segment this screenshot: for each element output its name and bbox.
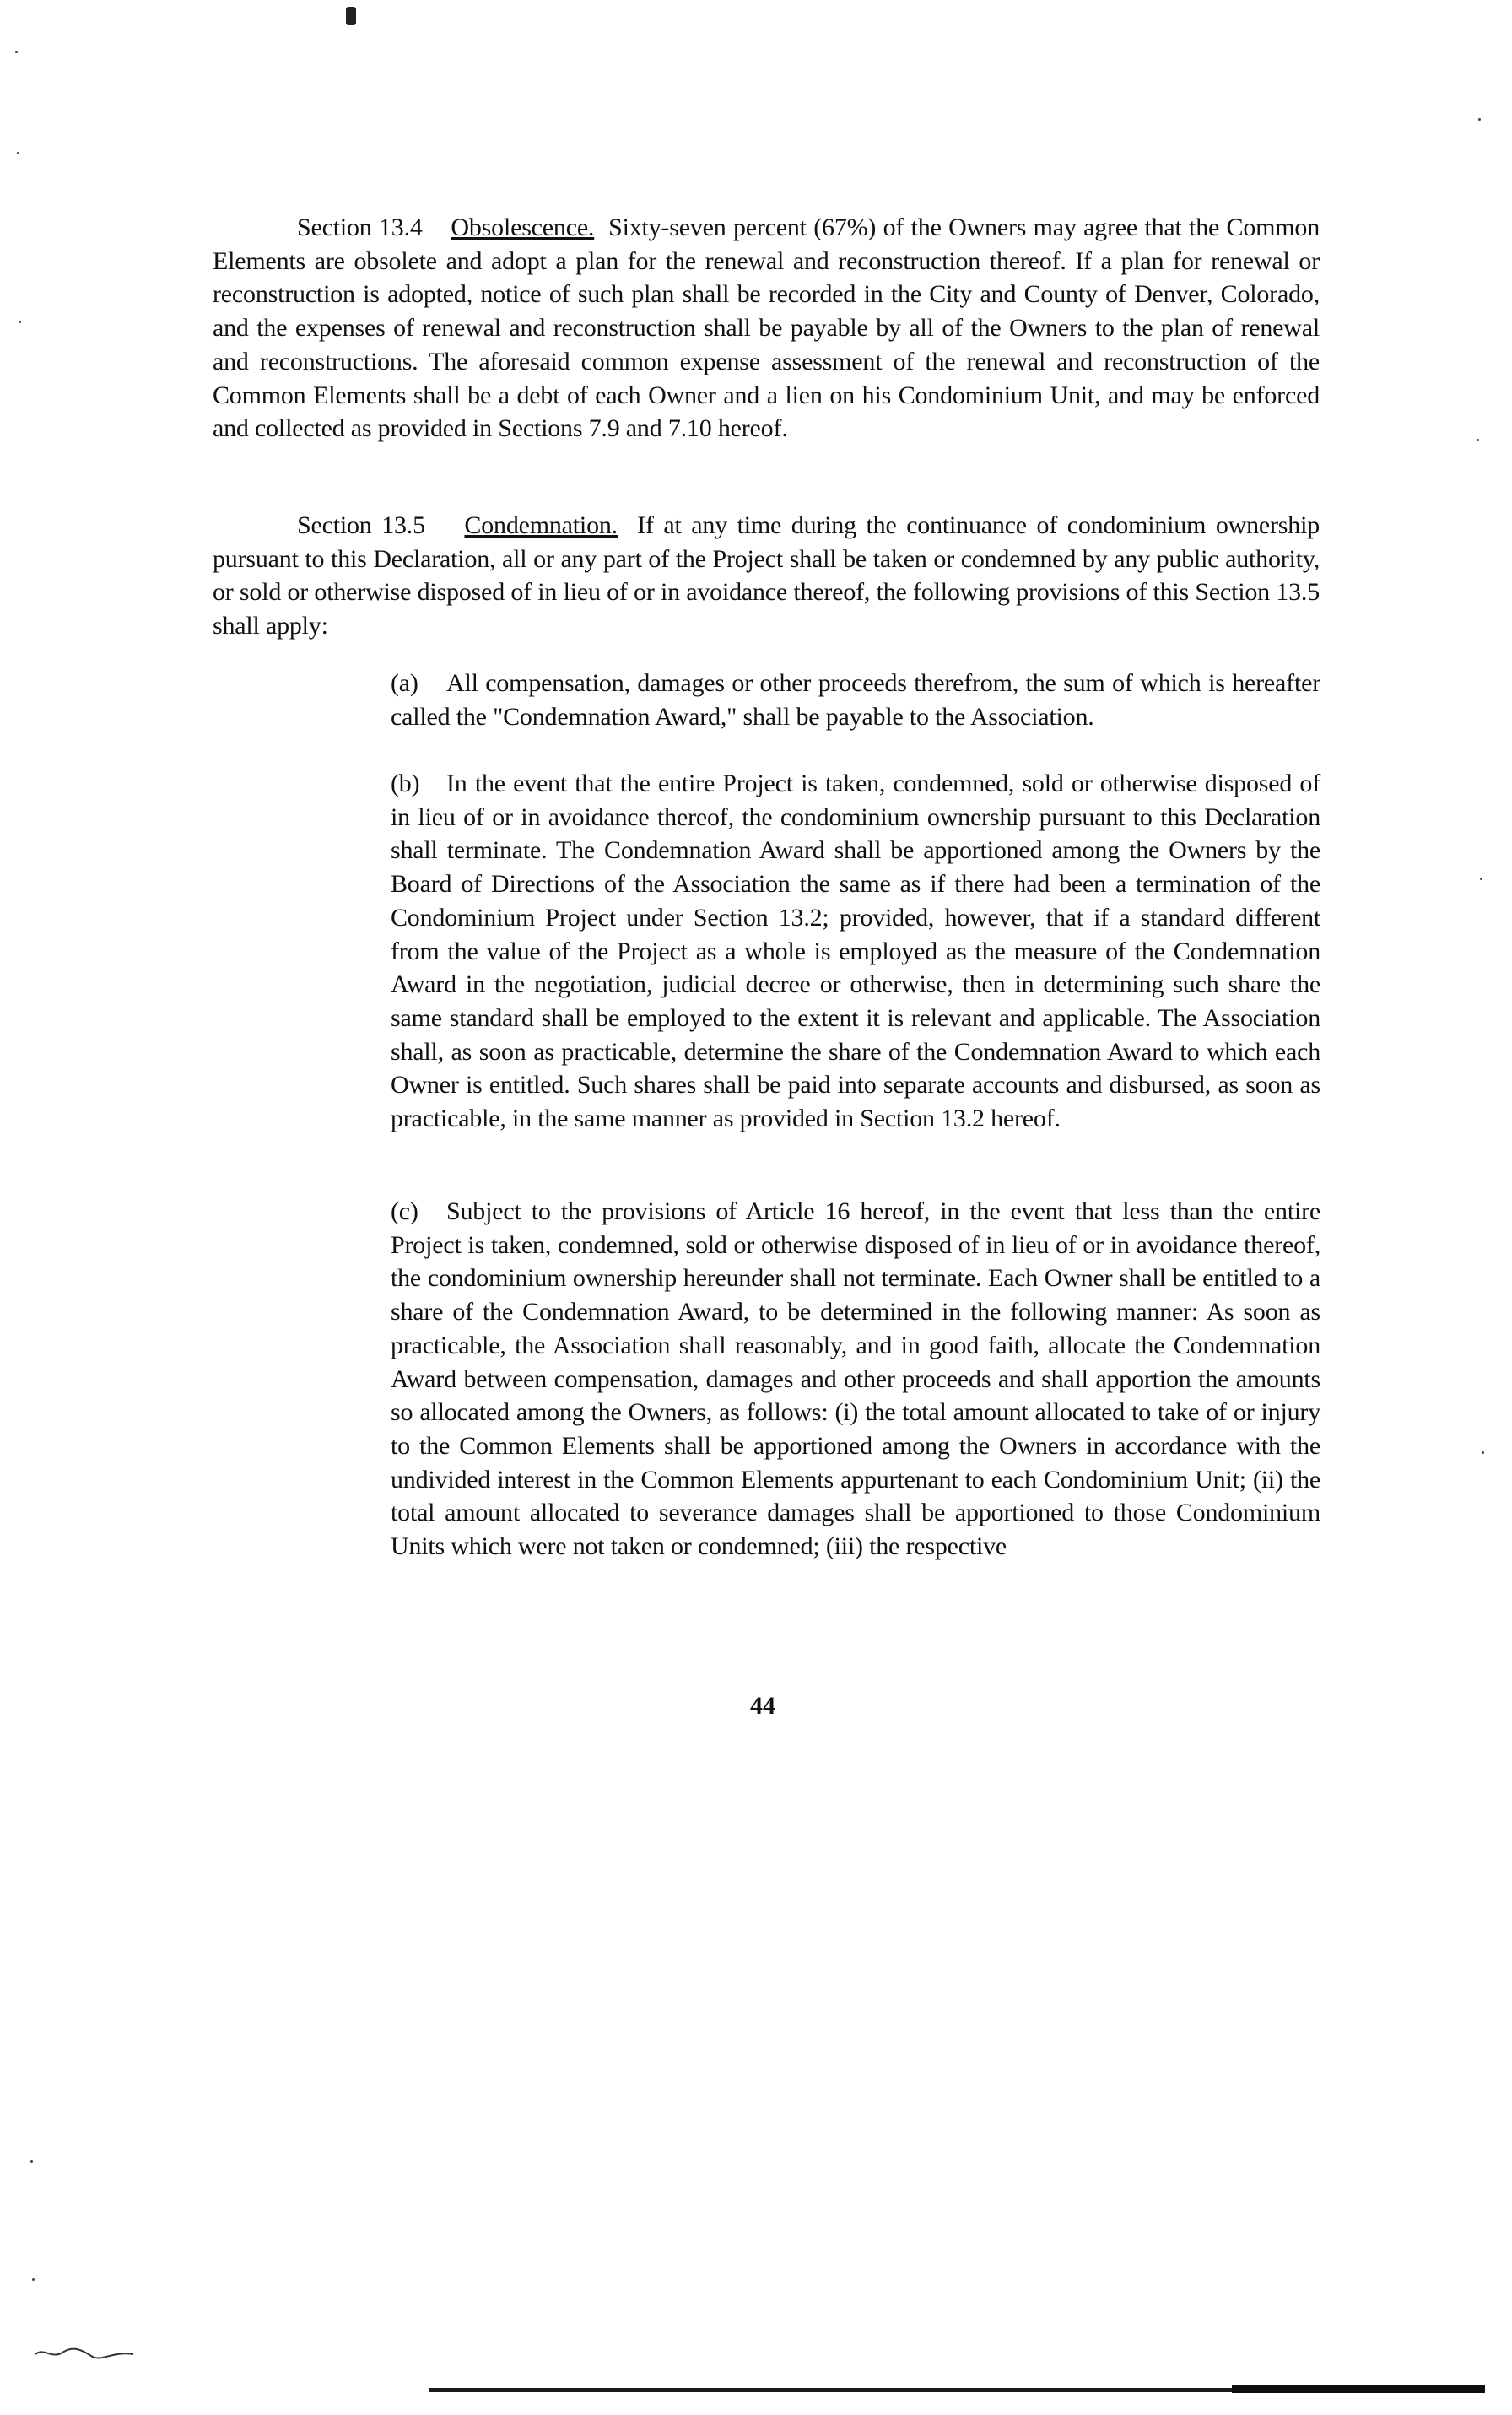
list-item-b	[391, 767, 1320, 1136]
section-13-5-number: Section 13.5	[297, 511, 425, 539]
scan-dot	[15, 51, 18, 53]
scan-artifact-top	[346, 7, 356, 25]
scan-dot	[32, 2278, 35, 2281]
scan-dot	[1478, 118, 1481, 121]
list-item-text: Subject to the provisions of Article 16 hereof, in the event that less than the entire Project is taken, condemned, sold or otherwise disposed of in lieu of or in avoidance thereof, the condominium ownership hereunder shall not terminate. Each Owner shall be entitled to a share of the Condemnation Award, to be determined in the following manner: As soon as practicable, the Association shall reasonably, and in good faith, allocate the Condemnation Award between compensation, damages and other proceeds and shall apportion the amounts so allocated among the Owners, as follows: (i) the total amount allocated to take of or injury to the Common Elements shall be apportioned among the Owners in accordance with the undivided interest in the Common Elements appurtenant to each Condominium Unit; (ii) the total amount allocated to severance damages shall be apportioned to those Condominium Units which were not taken or condemned; (iii) the respective	[391, 1197, 1320, 1561]
section-13-4-number: Section 13.4	[297, 213, 423, 241]
scan-dot	[1482, 1451, 1484, 1454]
section-13-5-paragraph	[213, 509, 1320, 643]
scan-dot	[17, 152, 19, 154]
scan-dot	[1480, 878, 1482, 880]
scan-bottom-rule-heavy	[1232, 2385, 1485, 2393]
page-number: 44	[750, 1692, 775, 1720]
list-item-label: (c)	[391, 1197, 418, 1225]
list-item-label: (a)	[391, 669, 418, 697]
scan-dot	[1477, 439, 1479, 441]
scan-artifact-scribble	[34, 2346, 135, 2361]
section-13-5-heading: Condemnation.	[464, 511, 618, 539]
list-item-label: (b)	[391, 770, 420, 797]
section-13-5-body: If at any time during the continuance of condominium ownership pursuant to this Declaration, all or any part of the Project shall be taken or condemned by any public authority, or sold or otherwise disposed of in lieu of or in avoidance thereof, the following provisions of this Section 13.5 shall apply:	[213, 511, 1320, 640]
section-13-4	[213, 211, 1320, 446]
list-item-a	[391, 667, 1320, 733]
list-item-text: All compensation, damages or other proceeds therefrom, the sum of which is hereafter called the "Condemnation Award," shall be payable to the Association.	[391, 669, 1320, 731]
section-13-5	[213, 509, 1320, 643]
section-13-4-paragraph	[213, 211, 1320, 446]
section-13-4-heading: Obsolescence.	[451, 213, 595, 241]
section-13-4-body: Sixty-seven percent (67%) of the Owners may agree that the Common Elements are obsolete and adopt a plan for the renewal and reconstruction thereof. If a plan for renewal or reconstruction is adopted, notice of such plan shall be recorded in the City and County of Denver, Colorado, and the expenses of renewal and reconstruction shall be payable by all of the Owners to the plan of renewal and reconstructions. The aforesaid common expense assessment of the renewal and reconstruction of the Common Elements shall be a debt of each Owner and a lien on his Condominium Unit, and may be enforced and collected as provided in Sections 7.9 and 7.10 hereof.	[213, 213, 1320, 443]
scan-dot	[19, 321, 21, 323]
list-item-text: In the event that the entire Project is taken, condemned, sold or otherwise disposed of in lieu of or in avoidance thereof, the condominium ownership pursuant to this Declaration shall terminate. The Condemnation Award shall be apportioned among the Owners by the Board of Directions of the Association the same as if there had been a termination of the Condominium Project under Section 13.2; provided, however, that if a standard different from the value of the Project as a whole is employed as the measure of the Condemnation Award in the negotiation, judicial decree or otherwise, then in determining such share the same standard shall be employed to the extent it is relevant and applicable. The Association shall, as soon as practicable, determine the share of the Condemnation Award to which each Owner is entitled. Such shares shall be paid into separate accounts and disbursed, as soon as practicable, in the same manner as provided in Section 13.2 hereof.	[391, 770, 1320, 1133]
list-item-b-paragraph	[391, 767, 1320, 1136]
scan-dot	[30, 2160, 33, 2163]
list-item-a-paragraph	[391, 667, 1320, 733]
list-item-c	[391, 1195, 1320, 1564]
list-item-c-paragraph	[391, 1195, 1320, 1564]
